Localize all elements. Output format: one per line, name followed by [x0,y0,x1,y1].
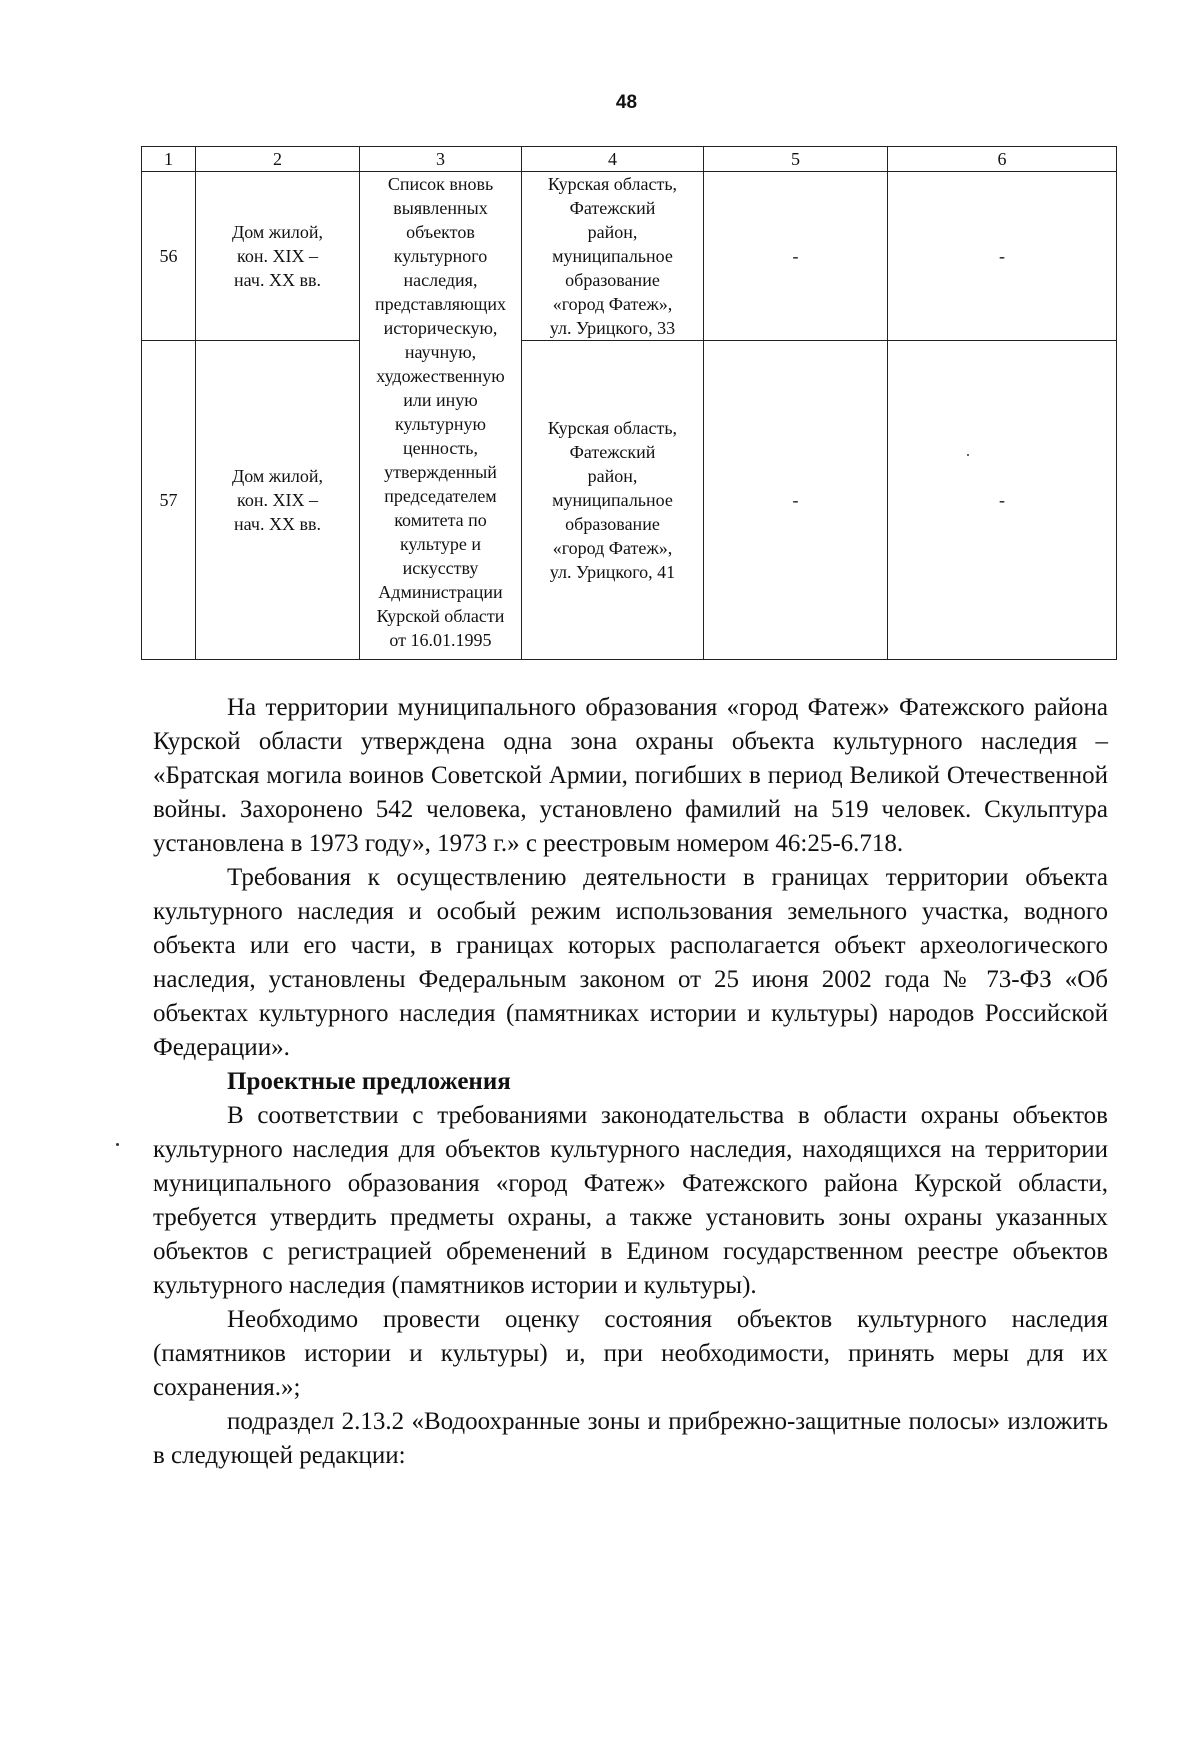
source-line: утвержденный [384,462,497,482]
address-line: образование [565,514,660,534]
heritage-objects-table [141,146,1117,660]
source-line: от 16.01.1995 [389,630,492,650]
page-number: 48 [615,92,638,113]
table-row [142,341,1117,660]
row-number: 57 [142,341,196,660]
paragraph: Требования к осуществлению деятельности в границах территории объекта культурного наследия и особый режим использования земельного участка, водного объекта или его части, в границах которых располагается объект археологического наследия, установлены Федеральным законом от 25 июня 2002 года № 73-ФЗ «Об объектах культурного наследия (памятниках истории и культуры) народов Российской Федерации». [153,864,1108,1061]
column-header: 4 [522,147,704,172]
object-name-line: нач. XX вв. [234,270,321,290]
address-line: ул. Урицкого, 41 [549,562,676,582]
address-line: район, [587,466,638,486]
column-header: 2 [196,147,360,172]
object-name-line: нач. XX вв. [234,514,321,534]
address-line: Фатежский [569,198,656,218]
source-line: наследия, [403,270,478,290]
row-number: 56 [142,172,196,341]
section-heading: Проектные предложения [227,1068,511,1095]
address-line: образование [565,270,660,290]
source-line: культуре и [400,534,481,554]
source-line: культурную [395,414,486,434]
object-name-line: Дом жилой, [231,466,323,486]
source-line: Администрации [378,582,503,602]
column-header: 5 [704,147,888,172]
address-line: Курская область, [547,418,678,438]
table-row [142,172,1117,341]
source-line: объектов [406,222,475,242]
column-header: 3 [360,147,522,172]
column-6-value: - [888,341,1117,660]
source-line: председателем [384,486,497,506]
source-line: Курской области [376,606,505,626]
source-line: или иную [403,390,478,410]
paragraph: Необходимо провести оценку состояния объектов культурного наследия (памятников истории и культуры) и, при необходимости, принять меры для их сохранения.»; [153,1306,1108,1401]
source-line: культурного [393,246,488,266]
address-line: Курская область, [547,174,678,194]
column-5-value: - [704,341,888,660]
address-line: Фатежский [569,442,656,462]
source-line: искусству [402,558,479,578]
scan-speck [967,454,969,456]
object-address [522,172,704,341]
source-line: ценность, [403,438,478,458]
object-name [196,172,360,341]
source-line: художественную [376,366,505,386]
column-header: 6 [888,147,1117,172]
scan-speck [116,1143,119,1146]
source-line: представляющих [374,294,507,314]
source-line: историческую, [383,318,498,338]
address-line: ул. Урицкого, 33 [549,318,676,338]
paragraph: подраздел 2.13.2 «Водоохранные зоны и прибрежно-защитные полосы» изложить в следующей редакции: [153,1408,1108,1469]
column-6-value: - [888,172,1117,341]
column-5-value: - [704,172,888,341]
source-line: научную, [404,342,477,362]
address-line: муниципальное [552,490,673,510]
source-line: комитета по [394,510,487,530]
paragraph: На территории муниципального образования «город Фатеж» Фатежского района Курской области утверждена одна зона охраны объекта культурного наследия – «Братская могила воинов Советской Армии, погибших в период Великой Отечественной войны. Захоронено 542 человека, установлено фамилий на 519 человек. Скульптура установлена в 1973 году», 1973 г.» с реестровым номером 46:25-6.718. [153,694,1108,857]
address-line: «город Фатеж», [552,538,673,558]
address-line: район, [587,222,638,242]
source-line: Список вновь [387,174,494,194]
object-address [522,341,704,660]
source-document [360,172,522,660]
address-line: муниципальное [552,246,673,266]
object-name-line: кон. XIX – [237,246,318,266]
object-name-line: Дом жилой, [231,222,323,242]
object-name-line: кон. XIX – [237,490,318,510]
paragraph: В соответствии с требованиями законодательства в области охраны объектов культурного наследия для объектов культурного наследия, находящихся на территории муниципального образования «город Фатеж» Фатежского района Курской области, требуется утвердить предметы охраны, а также установить зоны охраны указанных объектов с регистрацией обременений в Едином государственном реестре объектов культурного наследия (памятников истории и культуры). [153,1102,1108,1299]
address-line: «город Фатеж», [552,294,673,314]
body-text [153,691,1108,1473]
source-line: выявленных [393,198,488,218]
table-header-row [142,147,1117,172]
column-header: 1 [142,147,196,172]
object-name [196,341,360,660]
